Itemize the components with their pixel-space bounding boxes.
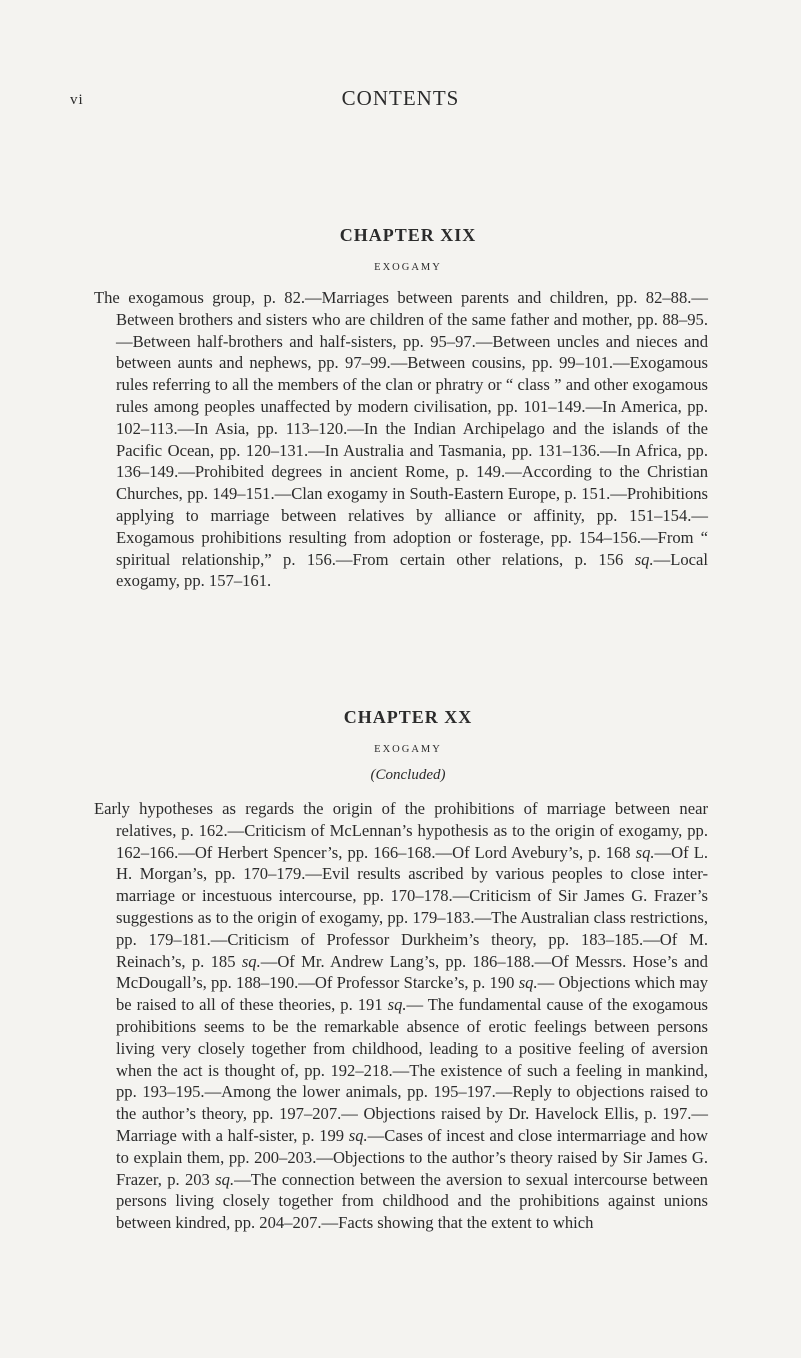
summary-text: — The fundamental cause of the exogamous prohibitions seems to be the remarkable absence of erotic feelings between persons living very closely together from childhood, leading to a positive feeling of aversion when the act is thought of, pp. 192–218.—The existence of such a feeling in mankind, pp. 193–195.—Among the lower animals, pp. 195–197.—Reply to objections raised to the author’s theory, pp. 197–207.— Objections raised by Dr. Havelock Ellis, p. 197.—Marriage with a half-sister, p. 199: [116, 995, 708, 1145]
summary-text: Early hypotheses as regards the origin of the prohibitions of marriage between near relatives, p. 162.—Criticism of McLennan’s hypothesis as to the origin of exogamy, pp. 162–166.—Of Herbert Spencer’s, pp. 166–168.—Of Lord Avebury’s, p. 168: [94, 799, 708, 862]
chapter-summary: [94, 287, 708, 592]
running-head: CONTENTS: [341, 86, 460, 110]
chapter-note: (Concluded): [370, 767, 446, 783]
chapter-title: CHAPTER XIX: [339, 225, 477, 245]
summary-text: —Local exogamy, pp. 157–161.: [116, 549, 708, 591]
page-number: vi: [70, 92, 84, 108]
summary-text: —The connection between the aversion to sexual intercourse between persons living closely together from childhood and the prohibitions against unions between kindred, pp. 204–207.—Facts showing that the extent to which: [116, 1169, 708, 1233]
italic-abbrev: sq.: [348, 1125, 368, 1145]
chapter-title: CHAPTER XX: [343, 707, 473, 727]
italic-abbrev: sq.: [241, 951, 261, 971]
italic-abbrev: sq.: [215, 1169, 235, 1189]
chapter-subject: EXOGAMY: [374, 744, 442, 755]
summary-text: — Objections which may be raised to all of these theories, p. 191: [116, 973, 708, 1015]
summary-text: —Of Mr. Andrew Lang’s, pp. 186–188.—Of Messrs. Hose’s and McDougall’s, pp. 188–190.—Of Professor Starcke’s, p. 190: [116, 951, 708, 993]
italic-abbrev: sq.: [387, 995, 407, 1015]
page-header: [0, 86, 801, 116]
italic-abbrev: sq.: [635, 842, 655, 862]
italic-abbrev: sq.: [634, 549, 654, 569]
summary-text: —Cases of incest and close intermarriage and how to explain them, pp. 200–203.—Objections to the author’s theory raised by Sir James G. Frazer, p. 203: [116, 1125, 708, 1189]
chapter-subject: EXOGAMY: [374, 262, 442, 273]
chapter-xx: [94, 707, 708, 1251]
chapter-xix: [94, 225, 708, 609]
summary-text: —Of L. H. Morgan’s, pp. 170–179.—Evil results ascribed by various peoples to close inter-marriage or incestuous intercourse, pp. 170–178.—Criticism of Sir James G. Frazer’s suggestions as to the origin of exogamy, pp. 179–183.—The Australian class restrictions, pp. 179–181.—Criticism of Professor Durkheim’s theory, pp. 183–185.—Of M. Reinach’s, p. 185: [116, 842, 708, 971]
chapter-summary: [94, 798, 708, 1234]
summary-text: The exogamous group, p. 82.—Marriages between parents and children, pp. 82–88.—Between brothers and sisters who are children of the same father and mother, pp. 88–95.—Between half-brothers and half-sisters, pp. 95–97.—Between uncles and nieces and between aunts and nephews, pp. 97–99.—Between cousins, pp. 99–101.—Exogamous rules referring to all the members of the clan or phratry or “ class ” and other exogamous rules among peoples unaffected by modern civilisation, pp. 101–149.—In America, pp. 102–113.—In Asia, pp. 113–120.—In the Indian Archipelago and the islands of the Pacific Ocean, pp. 120–131.—In Australia and Tasmania, pp. 131–136.—In Africa, pp. 136–149.—Prohibited degrees in ancient Rome, p. 149.—According to the Christian Churches, pp. 149–151.—Clan exogamy in South-Eastern Europe, p. 151.—Prohibitions applying to marriage between relatives by alliance or affinity, pp. 151–154.—Exogamous prohibitions resulting from adoption or fosterage, pp. 154–156.—From “ spiritual relationship,” p. 156.—From certain other relations, p. 156: [94, 288, 708, 569]
italic-abbrev: sq.: [518, 973, 538, 993]
